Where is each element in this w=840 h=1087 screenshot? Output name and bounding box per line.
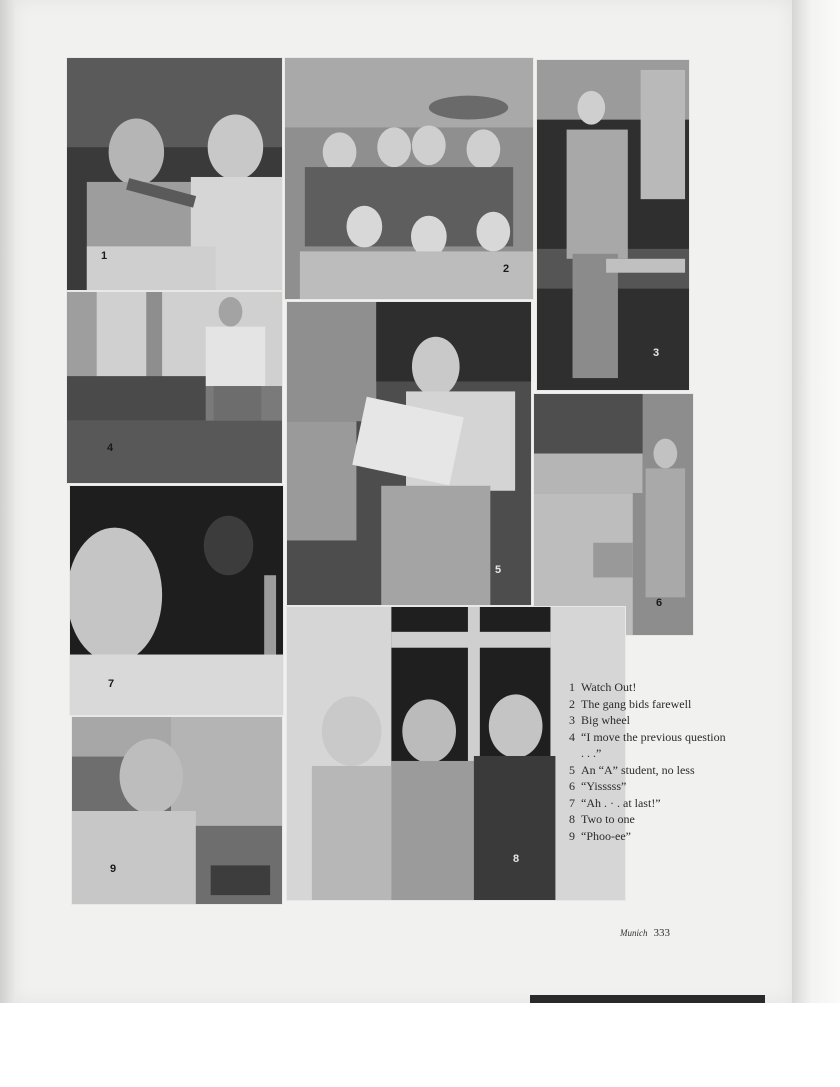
photo-6: [533, 393, 694, 636]
caption-item: [569, 811, 729, 828]
photo-2: [284, 57, 534, 300]
page-folio: [620, 927, 670, 939]
caption-number: 5: [569, 762, 575, 777]
caption-item: [569, 729, 729, 762]
photo-7: [69, 485, 284, 716]
caption-text: “Ah . · . at last!”: [581, 795, 661, 810]
caption-item: [569, 828, 729, 845]
scan-edge-right: [792, 0, 840, 1003]
caption-text: The gang bids farewell: [581, 696, 692, 711]
caption-number: 3: [569, 713, 575, 727]
photo-number: 5: [495, 564, 502, 576]
photo-number: 6: [656, 597, 663, 609]
caption-number: 6: [569, 779, 575, 793]
page-number: 333: [653, 927, 670, 939]
photo-number: 7: [108, 678, 115, 690]
photo-9: [71, 716, 283, 905]
photo-number: 9: [110, 863, 117, 875]
photo-number: 1: [101, 250, 108, 262]
photo-5: [286, 301, 532, 606]
photo-number: 8: [513, 853, 520, 865]
caption-number: 1: [569, 680, 575, 694]
caption-list: [569, 679, 729, 844]
photo-1: [66, 57, 283, 291]
caption-item: [569, 795, 729, 812]
photo-number: 3: [653, 347, 660, 359]
caption-text: An “A” student, no less: [581, 762, 695, 777]
caption-number: 8: [569, 812, 575, 826]
caption-number: 4: [569, 729, 575, 744]
caption-text: Big wheel: [581, 713, 630, 727]
caption-text: Watch Out!: [581, 680, 637, 694]
caption-text: Two to one: [581, 812, 635, 826]
caption-item: [569, 679, 729, 696]
photo-number: 4: [107, 442, 114, 454]
caption-item: [569, 762, 729, 779]
photo-number: 2: [503, 263, 510, 275]
caption-text: “I move the previous question . . .”: [581, 729, 726, 760]
caption-number: 2: [569, 696, 575, 711]
caption-text: “Yisssss”: [581, 779, 627, 793]
caption-text: “Phoo-ee”: [581, 828, 631, 843]
scan-bottom-bar: [530, 995, 765, 1003]
photo-4: [66, 291, 283, 484]
caption-number: 7: [569, 795, 575, 810]
caption-number: 9: [569, 828, 575, 843]
section-name: Munich: [620, 928, 648, 938]
caption-item: [569, 778, 729, 795]
caption-item: [569, 696, 729, 713]
photo-3: [536, 59, 690, 391]
caption-item: [569, 712, 729, 729]
